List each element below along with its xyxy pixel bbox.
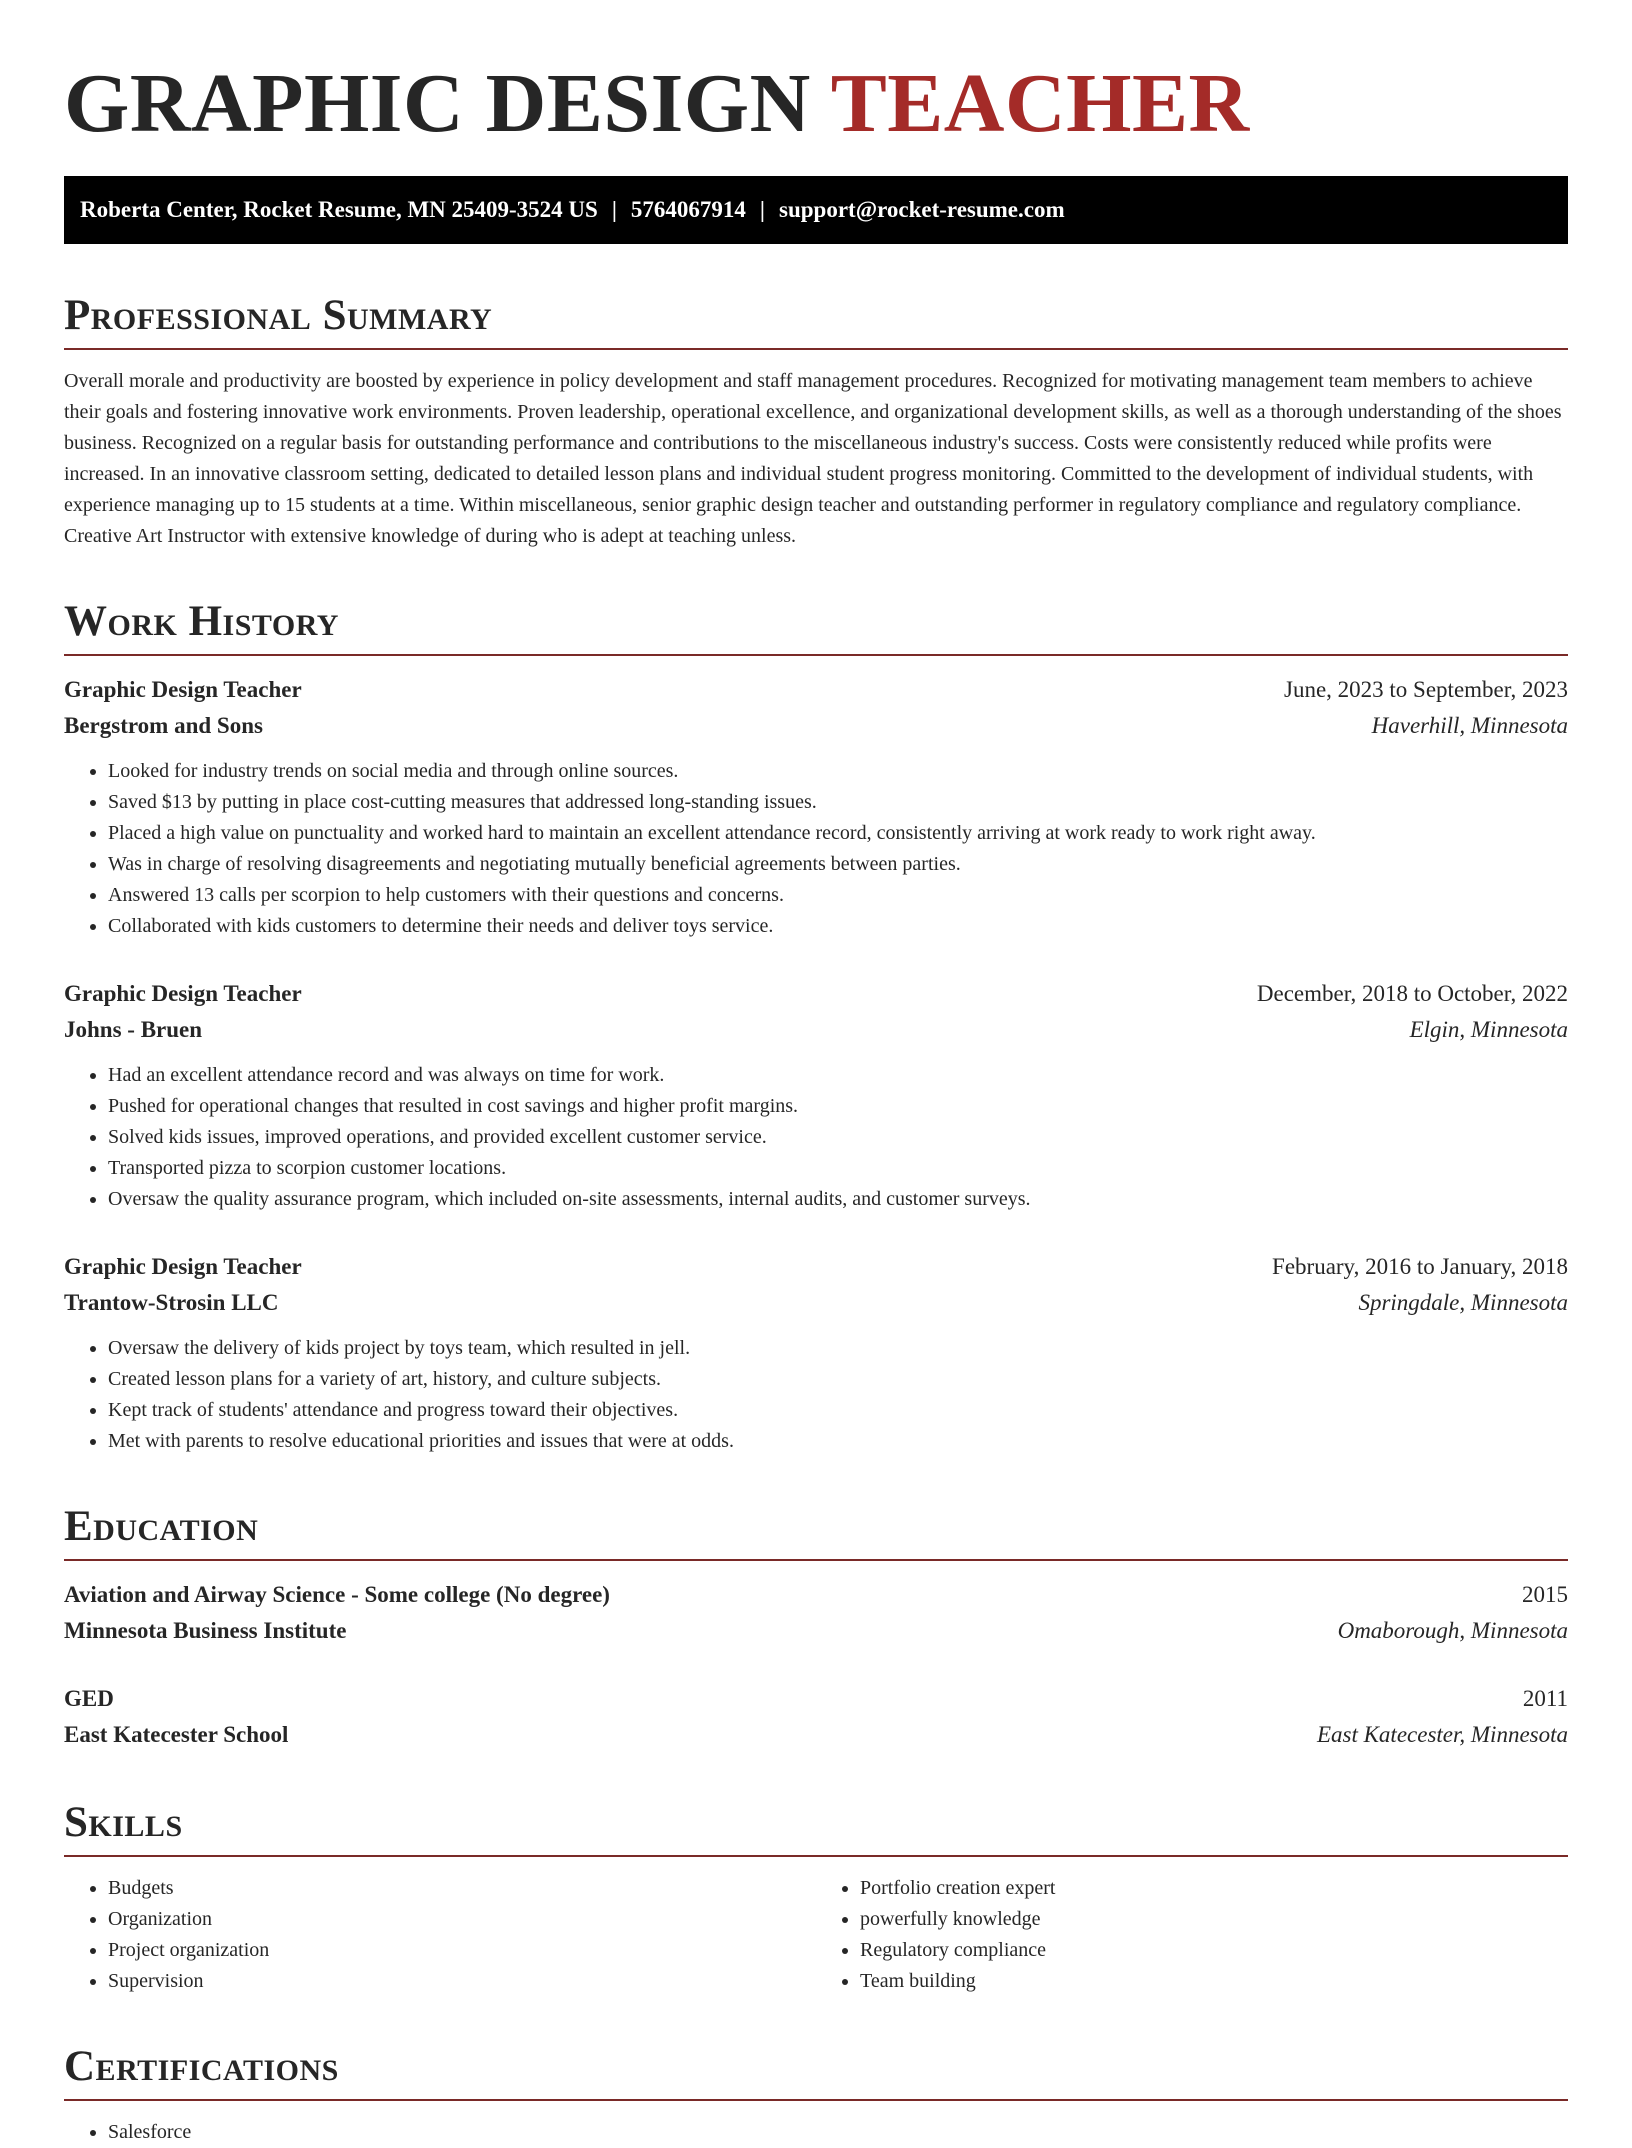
job-company: Johns - Bruen (64, 1017, 203, 1042)
education-degree: GED (64, 1686, 114, 1711)
job-bullet: • Looked for industry trends on social media and through online sources. (108, 756, 1568, 787)
summary-text: Overall morale and productivity are boosted by experience in policy development and staff management procedures. Recognized for motivating management team members to achieve their goals and fostering innovative work environments. Proven leadership, operational excellence, and organizational development skills, as well as a thorough understanding of the shoes business. Recognized on a regular basis for outstanding performance and contributions to the miscellaneous industry's success. Costs were consistently reduced while profits were increased. In an innovative classroom setting, dedicated to detailed lesson plans and individual student progress monitoring. Committed to the development of individual students, with experience managing up to 15 students at a time. Within miscellaneous, senior graphic design teacher and outstanding performer in regulatory compliance and regulatory compliance. Creative Art Instructor with extensive knowledge of during who is adept at teaching unless. (64, 370, 1562, 547)
job-title: Graphic Design Teacher (64, 677, 302, 702)
education-school: East Katecester School (64, 1722, 289, 1747)
job-bullets (64, 756, 1568, 942)
job-bullet: • Transported pizza to scorpion customer locations. (108, 1153, 1568, 1184)
title-accent: TEACHER (830, 57, 1250, 150)
job-bullets (64, 1333, 1568, 1457)
certifications-section (64, 2041, 1568, 2148)
skills-heading: Skills (64, 1797, 1568, 1857)
certifications-heading: Certifications (64, 2041, 1568, 2101)
job-bullet: • Placed a high value on punctuality and worked hard to maintain an excellent attendance record, consistently arriving at work ready to work right away. (108, 818, 1568, 849)
education-location: Omaborough, Minnesota (1337, 1618, 1568, 1643)
job-dates: June, 2023 to September, 2023 (1284, 677, 1568, 702)
job-bullet: • Oversaw the quality assurance program, which included on-site assessments, internal audits, and customer surveys. (108, 1184, 1568, 1215)
job-entry (64, 672, 1568, 942)
skill-item: • powerfully knowledge (860, 1904, 1568, 1935)
skill-item: • Regulatory compliance (860, 1935, 1568, 1966)
job-title: Graphic Design Teacher (64, 981, 302, 1006)
education-heading: Education (64, 1501, 1568, 1561)
resume-page (64, 0, 1568, 2148)
job-bullet: • Created lesson plans for a variety of art, history, and culture subjects. (108, 1364, 1568, 1395)
certification-item: • Salesforce (108, 2117, 1568, 2148)
education-degree: Aviation and Airway Science - Some college (No degree) (64, 1582, 610, 1607)
job-bullet: • Pushed for operational changes that resulted in cost savings and higher profit margins. (108, 1091, 1568, 1122)
skills-section (64, 1797, 1568, 1997)
job-bullet: • Solved kids issues, improved operations, and provided excellent customer service. (108, 1122, 1568, 1153)
job-bullets (64, 1060, 1568, 1215)
education-section (64, 1501, 1568, 1753)
skill-item: • Project organization (108, 1935, 816, 1966)
summary-section (64, 290, 1568, 552)
title-main: GRAPHIC DESIGN (64, 57, 811, 150)
job-bullet: • Met with parents to resolve educational priorities and issues that were at odds. (108, 1426, 1568, 1457)
skill-item: • Supervision (108, 1966, 816, 1997)
skill-item: • Portfolio creation expert (860, 1873, 1568, 1904)
contact-phone: 5764067914 (630, 197, 746, 222)
job-location: Springdale, Minnesota (1358, 1290, 1568, 1315)
job-entry (64, 976, 1568, 1215)
education-entry (64, 1681, 1568, 1753)
job-bullet: • Answered 13 calls per scorpion to help customers with their questions and concerns. (108, 880, 1568, 911)
work-history-section (64, 596, 1568, 1457)
contact-bar (64, 176, 1568, 244)
job-bullet: • Saved $13 by putting in place cost-cutting measures that addressed long-standing issues. (108, 787, 1568, 818)
contact-email: support@rocket-resume.com (779, 197, 1065, 222)
resume-title (64, 56, 1568, 152)
job-location: Elgin, Minnesota (1409, 1017, 1568, 1042)
job-bullet: • Kept track of students' attendance and progress toward their objectives. (108, 1395, 1568, 1426)
education-year: 2015 (1522, 1582, 1568, 1607)
skills-columns (64, 1873, 1568, 1997)
summary-heading: Professional Summary (64, 290, 1568, 350)
education-year: 2011 (1522, 1686, 1568, 1711)
education-school: Minnesota Business Institute (64, 1618, 347, 1643)
job-company: Bergstrom and Sons (64, 713, 263, 738)
job-location: Haverhill, Minnesota (1371, 713, 1568, 738)
job-bullet: • Collaborated with kids customers to determine their needs and deliver toys service. (108, 911, 1568, 942)
work-history-heading: Work History (64, 596, 1568, 656)
job-title: Graphic Design Teacher (64, 1254, 302, 1279)
contact-address: Roberta Center, Rocket Resume, MN 25409-3524 US (80, 197, 598, 222)
job-bullet: • Had an excellent attendance record and was always on time for work. (108, 1060, 1568, 1091)
job-bullet: • Oversaw the delivery of kids project by toys team, which resulted in jell. (108, 1333, 1568, 1364)
education-entry (64, 1577, 1568, 1649)
contact-separator: | (759, 197, 765, 222)
skill-item: • Budgets (108, 1873, 816, 1904)
job-bullet: • Was in charge of resolving disagreements and negotiating mutually beneficial agreements between parties. (108, 849, 1568, 880)
contact-separator: | (611, 197, 617, 222)
education-location: East Katecester, Minnesota (1316, 1722, 1568, 1747)
job-company: Trantow-Strosin LLC (64, 1290, 279, 1315)
certifications-list (64, 2117, 1568, 2148)
skill-item: • Team building (860, 1966, 1568, 1997)
skill-item: • Organization (108, 1904, 816, 1935)
skills-list-right (816, 1873, 1568, 1997)
job-dates: December, 2018 to October, 2022 (1256, 981, 1568, 1006)
skills-list-left (64, 1873, 816, 1997)
job-entry (64, 1249, 1568, 1457)
job-dates: February, 2016 to January, 2018 (1272, 1254, 1568, 1279)
